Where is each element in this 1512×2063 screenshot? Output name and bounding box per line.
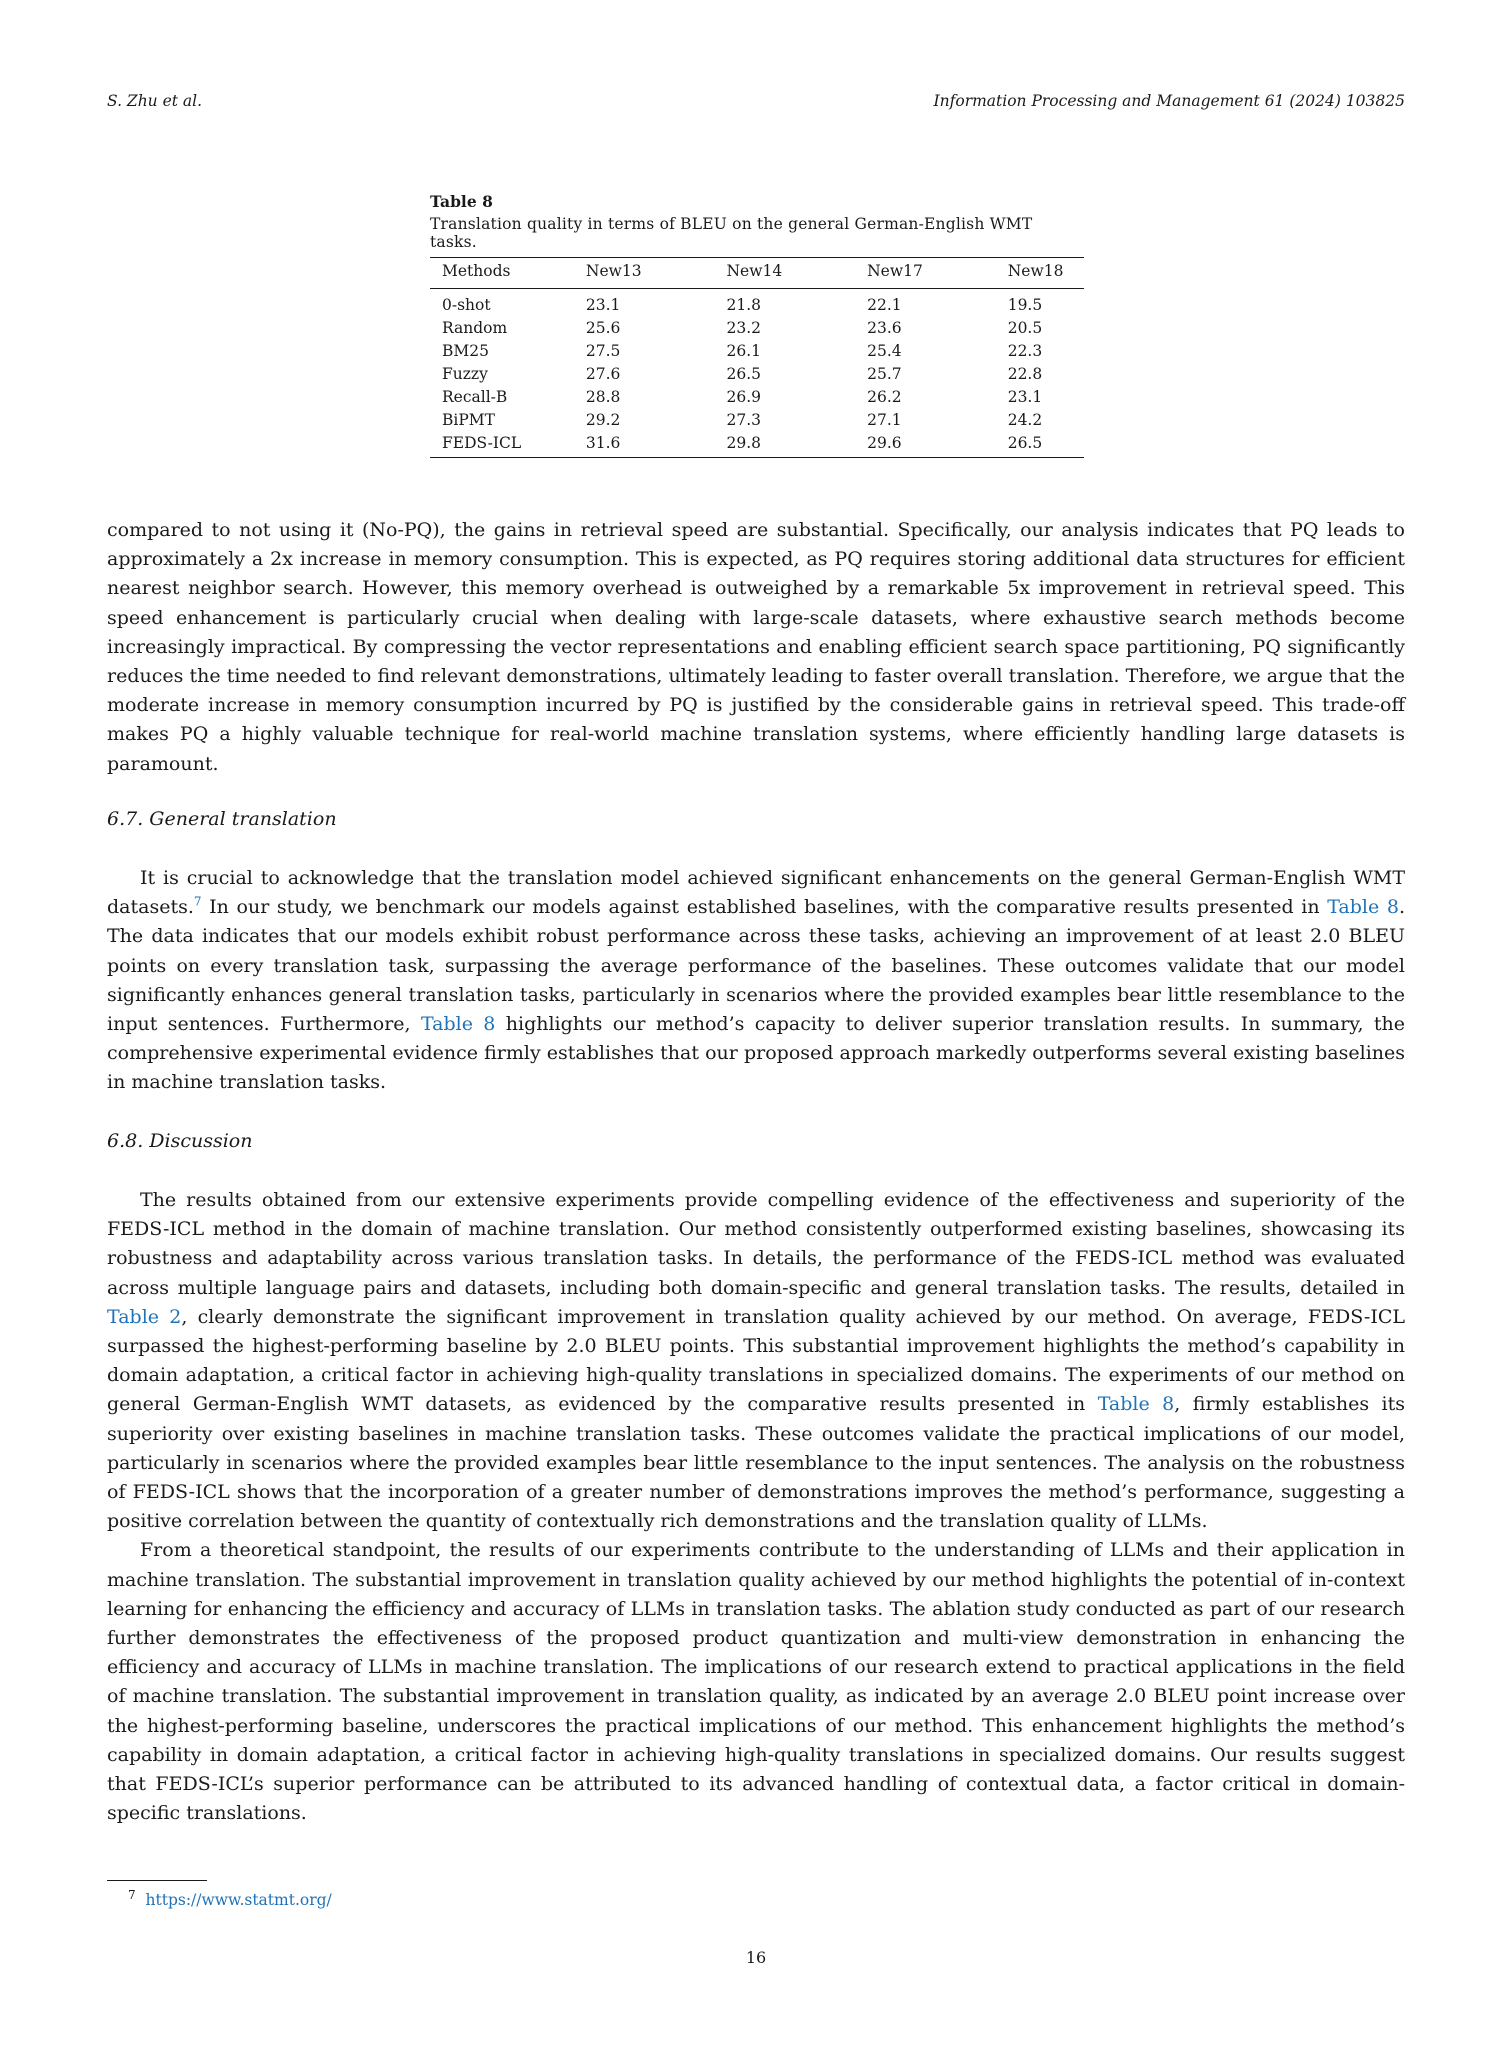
table-row	[430, 385, 1084, 408]
table-2-link[interactable]: Table 2	[107, 1305, 182, 1328]
table-cell: 26.2	[867, 388, 902, 406]
table-row	[430, 408, 1084, 431]
table-cell: 26.5	[726, 365, 761, 383]
table-cell: 20.5	[1007, 319, 1043, 337]
text-run: , firmly establishes its superiority over existing baselines in machine translation tasks. These outcomes validate the practical implications of our model, particularly in scenarios where the provided examples bear little resemblance to the input sentences. The analysis on the robustness of FEDS-ICL shows that the incorporation of a greater number of demonstrations improves the method’s performance, suggesting a positive correlation between the quantity of contextually rich demonstrations and the translation quality of LLMs.	[107, 1393, 1405, 1533]
table-cell: 24.2	[1007, 411, 1043, 429]
footnote-number: 7	[128, 1887, 136, 1902]
table-cell: 0-shot	[442, 296, 491, 314]
table-row	[430, 431, 1084, 458]
table-cell: BM25	[442, 342, 489, 360]
table-cell: 28.8	[585, 388, 621, 406]
text-run: It is crucial to acknowledge that the translation model achieved significant enhancements on the general German-English WMT datasets.	[107, 867, 1405, 919]
author-header: S. Zhu et al.	[107, 92, 203, 110]
table-cell: 22.8	[1007, 365, 1043, 383]
text-run: . The data indicates that our models exhibit robust performance across these tasks, achieving an improvement of at least 2.0 BLEU points on every translation task, surpassing the average performance of the baselines. These outcomes validate that our model significantly enhances general translation tasks, particularly in scenarios where the provided examples bear little resemblance to the input sentences. Furthermore,	[107, 896, 1405, 1036]
table-cell: 19.5	[1007, 296, 1043, 314]
table-cell: 29.8	[714, 431, 855, 458]
column-header: New14	[714, 258, 855, 289]
footnote-divider	[107, 1880, 207, 1881]
table-row	[430, 316, 1084, 339]
paragraph	[107, 864, 1405, 1098]
paragraph: From a theoretical standpoint, the results of our experiments contribute to the understanding of LLMs and their application in machine translation. The substantial improvement in translation quality achieved by our method highlights the potential of in-context learning for enhancing the efficiency and accuracy of LLMs in translation tasks. The ablation study conducted as part of our research further demonstrates the effectiveness of the proposed product quantization and multi-view demonstration in enhancing the efficiency and accuracy of LLMs in machine translation. The implications of our research extend to practical applications in the field of machine translation. The substantial improvement in translation quality, as indicated by an average 2.0 BLEU point increase over the highest-performing baseline, underscores the practical implications of our method. This enhancement highlights the method’s capability in domain adaptation, a critical factor in achieving high-quality translations in specialized domains. Our results suggest that FEDS-ICL’s superior performance can be attributed to its advanced handling of contextual data, a factor critical in domain-specific translations.	[107, 1539, 1405, 1825]
pq-paragraph-block	[107, 516, 1405, 779]
table-cell: 23.6	[867, 319, 902, 337]
table-row	[430, 362, 1084, 385]
general-translation-block	[107, 864, 1405, 1098]
table-8-link[interactable]: Table 8	[1327, 896, 1399, 919]
table-row	[430, 339, 1084, 362]
table-cell: 22.1	[867, 296, 902, 314]
text-run: highlights our method’s capacity to deliver superior translation results. In summary, the comprehensive experimental evidence firmly establishes that our proposed approach markedly outperforms several existing baselines in machine translation tasks.	[107, 1013, 1406, 1094]
paragraph	[107, 1186, 1405, 1536]
column-header: New18	[996, 258, 1084, 289]
table-cell: 25.4	[867, 342, 902, 360]
column-header: New17	[855, 258, 996, 289]
table-cell: 26.9	[726, 388, 761, 406]
text-run: , clearly demonstrate the significant improvement in translation quality achieved by our method. On average, FEDS-ICL surpassed the highest-performing baseline by 2.0 BLEU points. This substantial improvement highlights the method’s capability in domain adaptation, a critical factor in achieving high-quality translations in specialized domains. The experiments of our method on general German-English WMT datasets, as evidenced by the comparative results presented in	[107, 1305, 1406, 1416]
footnote-url-link[interactable]: https://www.statmt.org/	[145, 1891, 332, 1909]
table-caption: Translation quality in terms of BLEU on the general German-English WMT tasks.	[430, 215, 1033, 251]
table-cell: 22.3	[1007, 342, 1043, 360]
column-header: New13	[574, 258, 715, 289]
table-cell: 25.6	[585, 319, 621, 337]
table-cell: 27.5	[585, 342, 621, 360]
footnote-marker[interactable]: 7	[193, 894, 202, 909]
page-number: 16	[745, 1948, 767, 1967]
table-8	[430, 192, 1084, 458]
table-row	[430, 289, 1084, 317]
table-label: Table 8	[430, 192, 493, 211]
table-cell: Recall-B	[442, 388, 508, 406]
table-8-link[interactable]: Table 8	[1097, 1393, 1175, 1416]
table-cell: 27.1	[867, 411, 902, 429]
footnote	[128, 1887, 332, 1909]
table-cell: 23.1	[1007, 388, 1043, 406]
column-header: Methods	[430, 258, 574, 289]
table-cell: 29.6	[855, 431, 996, 458]
table-cell: 25.7	[867, 365, 902, 383]
section-heading-discussion: 6.8. Discussion	[107, 1130, 253, 1152]
table-cell: Random	[442, 319, 508, 337]
text-run: In our study, we benchmark our models against established baselines, with the comparative results presented in	[201, 896, 1328, 919]
table-cell: 23.1	[585, 296, 621, 314]
table-8-link[interactable]: Table 8	[420, 1013, 496, 1036]
table-cell: 27.6	[585, 365, 621, 383]
table-cell: 26.5	[996, 431, 1084, 458]
table-cell: Fuzzy	[442, 365, 488, 383]
table-cell: 21.8	[726, 296, 761, 314]
discussion-block	[107, 1186, 1405, 1828]
running-head	[107, 92, 1405, 110]
table-cell: FEDS-ICL	[430, 431, 574, 458]
table-cell: BiPMT	[442, 411, 495, 429]
table-cell: 27.3	[726, 411, 761, 429]
table-header-row	[430, 258, 1084, 289]
results-table	[430, 257, 1084, 458]
table-cell: 26.1	[726, 342, 761, 360]
table-cell: 29.2	[585, 411, 621, 429]
text-run: The results obtained from our extensive experiments provide compelling evidence of the effectiveness and superiority of the FEDS-ICL method in the domain of machine translation. Our method consistently outperformed existing baselines, showcasing its robustness and adaptability across various translation tasks. In details, the performance of the FEDS-ICL method was evaluated across multiple language pairs and datasets, including both domain-specific and general translation tasks. The results, detailed in	[107, 1189, 1405, 1299]
journal-header: Information Processing and Management 61 (2024) 103825	[933, 92, 1405, 110]
table-cell: 23.2	[726, 319, 761, 337]
table-cell: 31.6	[574, 431, 715, 458]
section-heading-general-translation: 6.7. General translation	[107, 808, 337, 830]
paragraph: compared to not using it (No-PQ), the gains in retrieval speed are substantial. Specifically, our analysis indicates that PQ leads to approximately a 2x increase in memory consumption. This is expected, as PQ requires storing additional data structures for efficient nearest neighbor search. However, this memory overhead is outweighed by a remarkable 5x improvement in retrieval speed. This speed enhancement is particularly crucial when dealing with large-scale datasets, where exhaustive search methods become increasingly impractical. By compressing the vector representations and enabling efficient search space partitioning, PQ significantly reduces the time needed to find relevant demonstrations, ultimately leading to faster overall translation. Therefore, we argue that the moderate increase in memory consumption incurred by PQ is justified by the considerable gains in retrieval speed. This trade-off makes PQ a highly valuable technique for real-world machine translation systems, where efficiently handling large datasets is paramount.	[107, 519, 1405, 775]
